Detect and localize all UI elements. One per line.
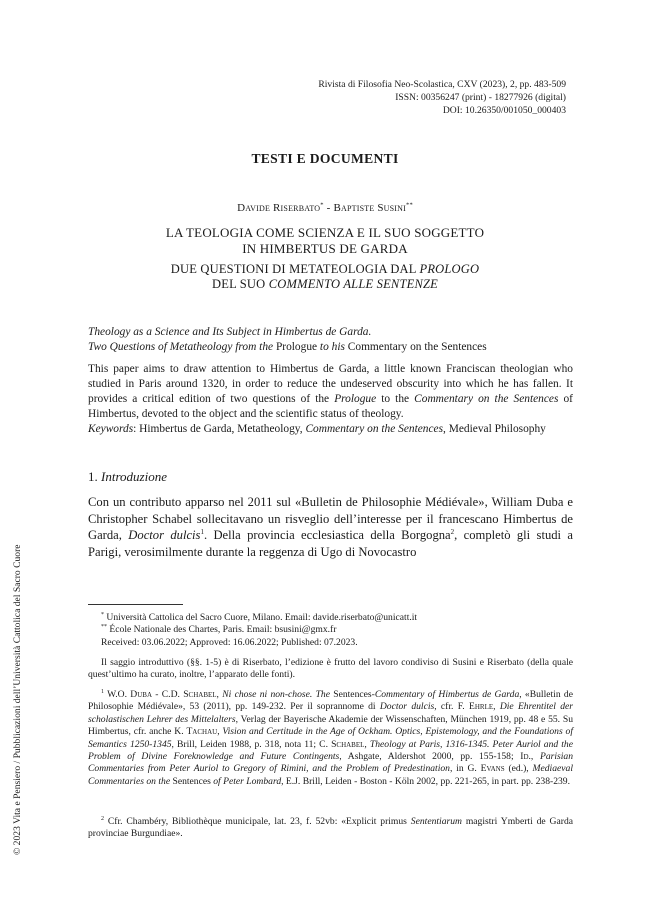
footnotes-affiliations: [88, 612, 573, 649]
copyright-sidebar: © 2023 Vita e Pensiero / Pubblicazioni dell’Università Cattolica del Sacro Cuore: [12, 544, 23, 855]
subtitle-text: DUE QUESTIONI DI METATEOLOGIA DAL: [170, 262, 420, 276]
english-title: [88, 325, 573, 355]
footnote-mark[interactable]: *: [320, 201, 324, 209]
body-text: Con un contributo apparso nel 2011 sul «Bulletin de Philosophie Médiévale», William Duba e Christopher Schabel sollecitavano un risveglio dell’interesse per il francescano Himbertus de Garda, Doctor dulcis$^1$. Della provincia ecclesiastica della Borgogna$^2$, completò gli studi a Parigi, verosimilmente durante la reggenza di Ugo di Novocastro: [88, 495, 574, 559]
subtitle-line: [0, 277, 650, 292]
affiliation-note: ** École Nationale des Chartes, Paris. Email: bsusini@gmx.fr: [101, 624, 337, 636]
doi-link[interactable]: DOI: 10.26350/001050_000403: [442, 105, 566, 116]
subtitle-italic: PROLOGO: [419, 262, 480, 276]
section-heading-text: Introduzione: [101, 469, 167, 484]
english-title-line: Theology as a Science and Its Subject in Himbertus de Garda.: [88, 326, 372, 338]
footnote-divider: [88, 604, 183, 605]
journal-header: [318, 78, 566, 117]
subtitle-italic: COMMENTO ALLE SENTENZE: [268, 277, 438, 291]
authorship-note: Il saggio introduttivo (§§. 1-5) è di Riserbato, l’edizione è frutto del lavoro condiviso di Susini e Riserbato (della quale quest’ultimo ha curato, inoltre, l’apparato delle fonti).: [88, 657, 573, 681]
article-title: [0, 225, 650, 256]
issn: ISSN: 00356247 (print) - 18277926 (digital): [395, 92, 566, 103]
section-number: 1.: [88, 469, 101, 484]
footnote-1: $^1$ W.O. Duba - C.D. Schabel, Ni chose ni non-chose. The Sentences-Commentary of Himbertus de Garda, «Bulletin de Philosophie Médiévale», 53 (2011), pp. 149-232. Per il soprannome di Doctor dulcis, cfr. F. Ehrle, Die Ehrentitel der scholastischen Lehrer des Mittelalters, Verlag der Bayerische Akademie der Wissenschaften, München 1919, pp. 48 e 55. Su Himbertus, cfr. anche K. Tachau, Vision and Certitude in the Age of Ockham. Optics, Epistemology, and the Foundations of Semantics 1250-1345, Brill, Leiden 1988, p. 318, nota 11; C. Schabel, Theology at Paris, 1316-1345. Peter Auriol and the Problem of Divine Foreknowledge and Future Contingents, Ashgate, Aldershot 2000, pp. 155-158; Id., Parisian Commentaries from Peter Auriol to Gregory of Rimini, and the Problem of Predestination, in G. Evans (ed.), Mediaeval Commentaries on the Sentences of Peter Lombard, E.J. Brill, Leiden - Boston - Köln 2002, pp. 221-265, in part. pp. 238-239.: [88, 688, 574, 787]
subtitle-line: [0, 262, 650, 277]
footnote-ref[interactable]: 1: [200, 528, 204, 536]
title-line: LA TEOLOGIA COME SCIENZA E IL SUO SOGGETTO: [165, 225, 485, 240]
keywords-label: Keywords: [88, 423, 134, 435]
dates-note: Received: 03.06.2022; Approved: 16.06.2022; Published: 07.2023.: [101, 636, 358, 648]
author-separator: -: [323, 202, 334, 214]
article-subtitle: [0, 262, 650, 292]
footnote-2: $^2$ Cfr. Chambéry, Bibliothèque municipale, lat. 23, f. 52vb: «Explicit primus Sententiarum magistri Ymberti de Garda provinciae Burgundiae».: [88, 815, 573, 840]
author-name: Baptiste Susini: [333, 202, 407, 214]
footnote-ref[interactable]: 2: [450, 528, 455, 536]
section-title: TESTI E DOCUMENTI: [251, 151, 399, 166]
footnote-mark[interactable]: **: [406, 201, 413, 209]
journal-citation: Rivista di Filosofia Neo-Scolastica, CXV (2023), 2, pp. 483-509: [318, 79, 566, 90]
author-name: Davide Riserbato: [237, 202, 321, 214]
keywords: Keywords: Himbertus de Garda, Metatheology, Commentary on the Sentences, Medieval Philosophy: [88, 423, 546, 435]
title-line: IN HIMBERTUS DE GARDA: [242, 240, 408, 256]
english-title-line: Two Questions of Metatheology from the Prologue to his Commentary on the Sentences: [88, 341, 487, 353]
abstract: This paper aims to draw attention to Himbertus de Garda, a little known Franciscan theologian who studied in Paris around 1320, in order to reduce the undeserved obscurity into which he has fallen. It provides a critical edition of two questions of the Prologue to the Commentary on the Sentences of Himbertus, devoted to the object and the scientific status of theology.: [88, 363, 573, 420]
subtitle-text: DEL SUO: [212, 277, 269, 291]
section-heading: [88, 469, 167, 485]
affiliation-note: * Università Cattolica del Sacro Cuore, Milano. Email: davide.riserbato@unicatt.it: [101, 611, 418, 623]
authors: [0, 202, 650, 214]
